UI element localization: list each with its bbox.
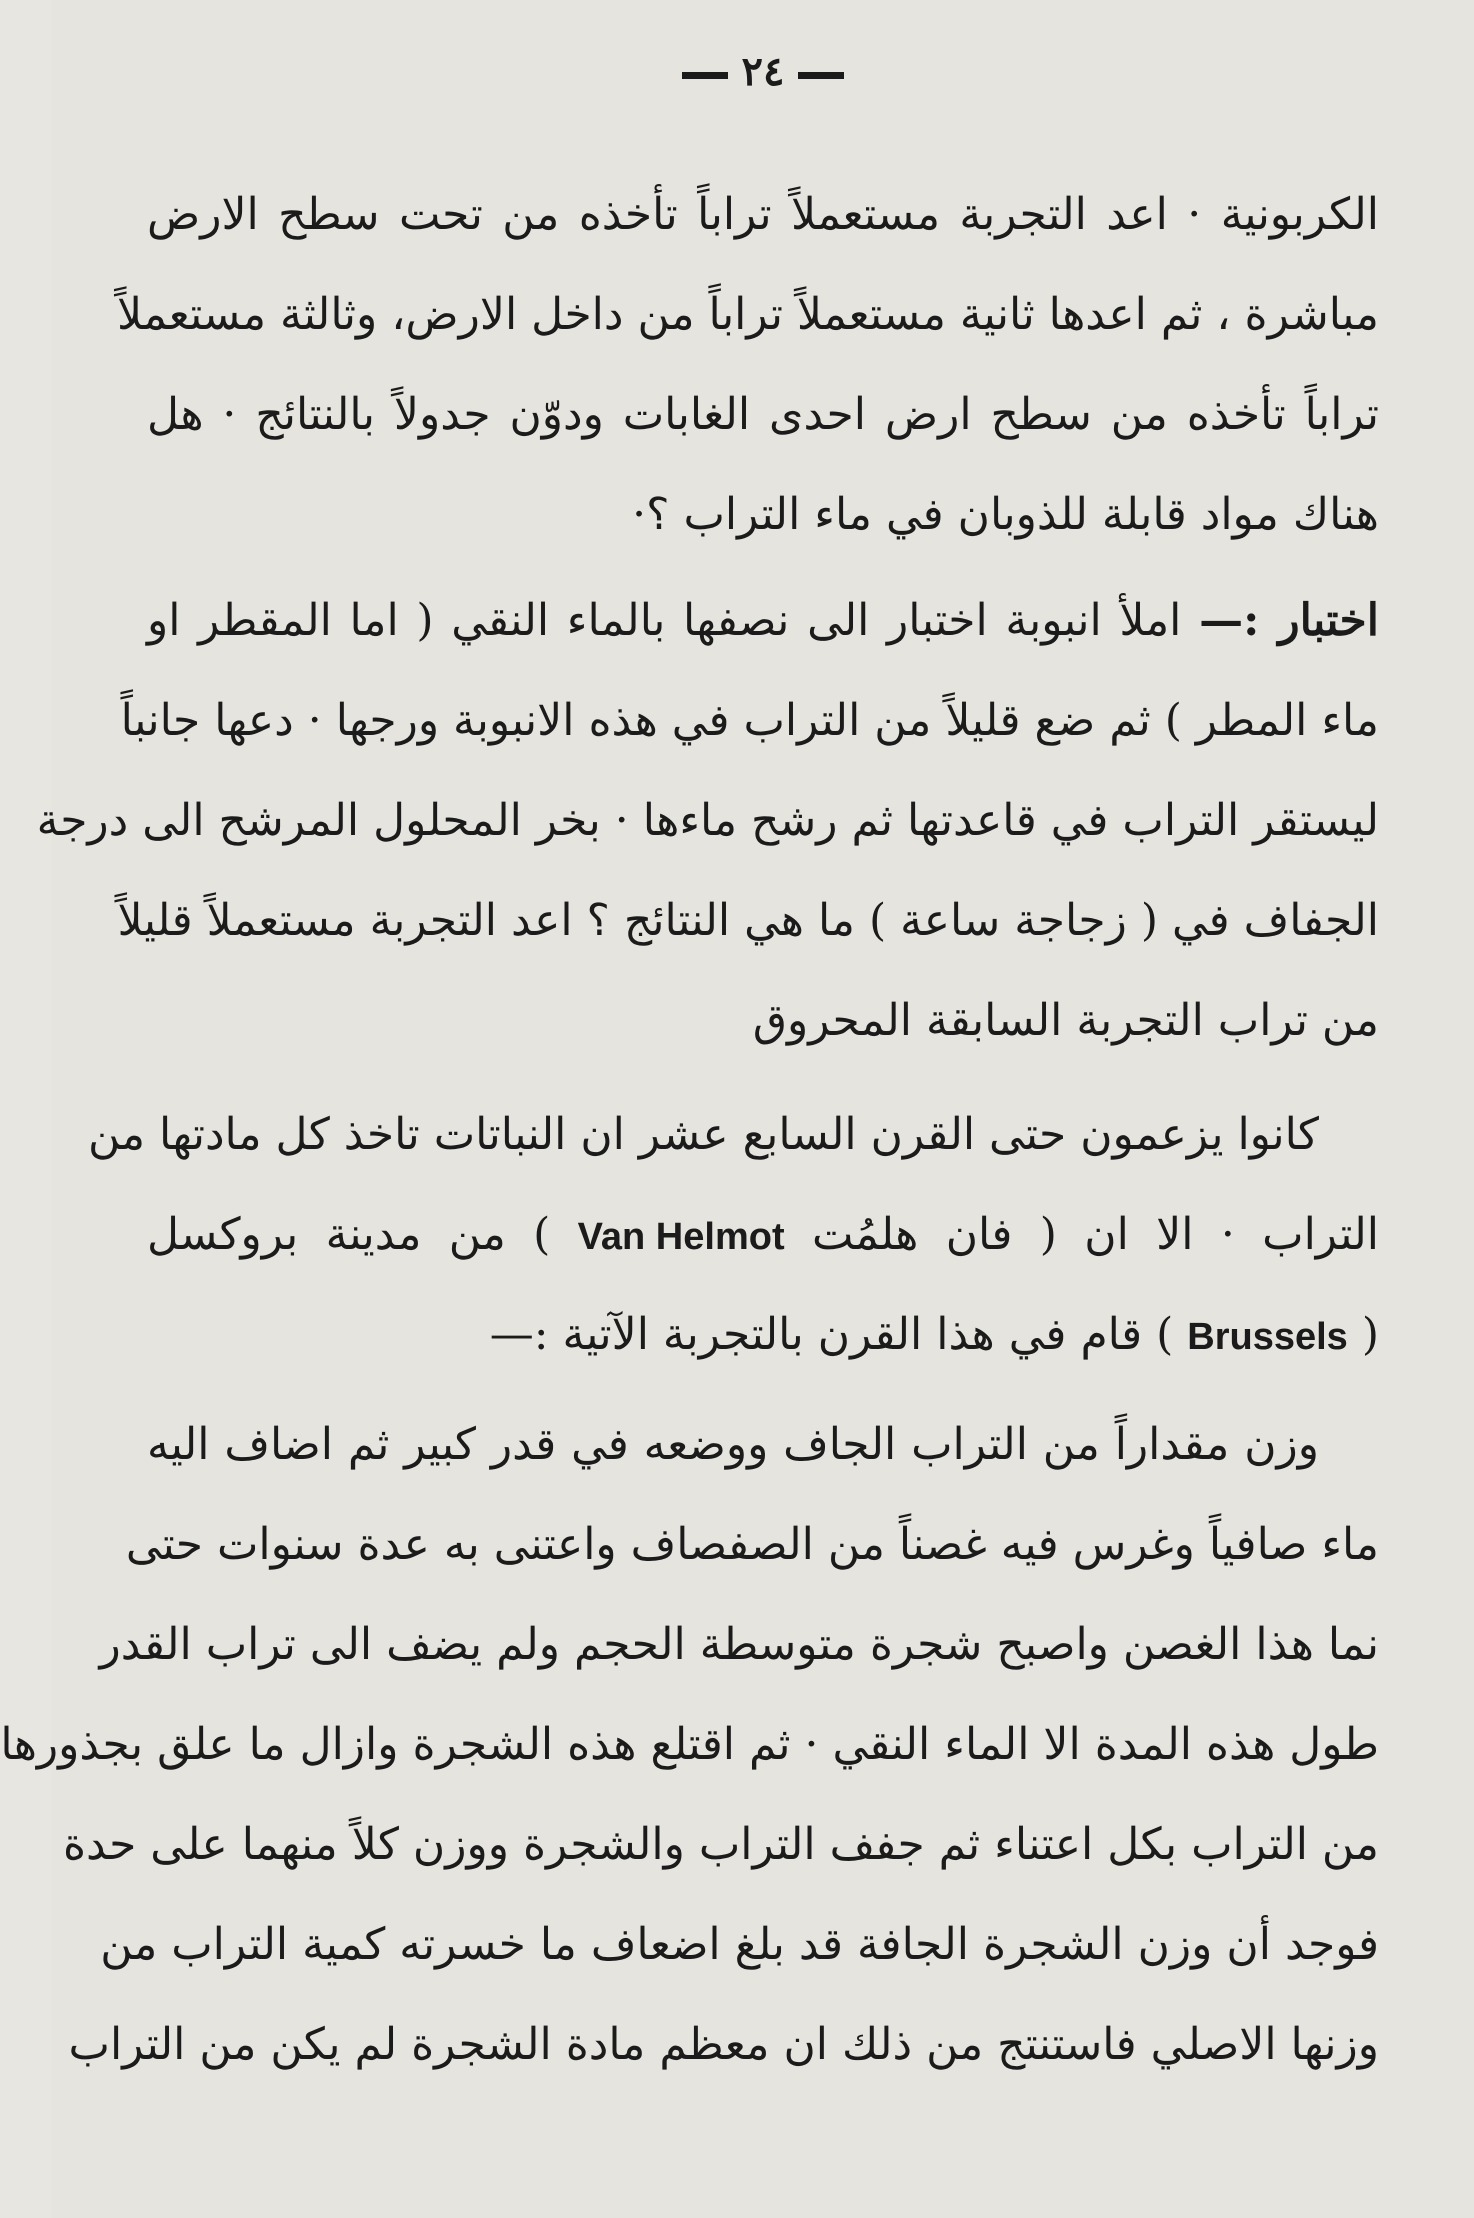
page-header xyxy=(52,48,1474,95)
text-line: هناك مواد قابلة للذوبان في ماء التراب ؟· xyxy=(632,489,1379,540)
left-dash xyxy=(682,72,728,79)
text-line: فوجد أن وزن الشجرة الجافة قد بلغ اضعاف ما خسرته كمية التراب من xyxy=(100,1919,1379,1970)
text-line: ماء صافياً وغرس فيه غصناً من الصفصاف واعتنى به عدة سنوات حتى xyxy=(125,1519,1379,1570)
text-segment: ( xyxy=(1361,1309,1379,1360)
text-line: من تراب التجربة السابقة المحروق xyxy=(752,995,1379,1046)
text-line: نما هذا الغصن واصبح شجرة متوسطة الحجم ولم يضف الى تراب القدر xyxy=(99,1619,1379,1670)
text-segment: ) من مدينة بروكسل xyxy=(147,1209,551,1260)
text-line: ماء المطر ) ثم ضع قليلاً من التراب في هذه الانبوبة ورجها · دعها جانباً xyxy=(120,695,1379,746)
text-line: من التراب بكل اعتناء ثم جفف التراب والشجرة ووزن كلاً منهما على حدة xyxy=(62,1819,1379,1870)
text-line xyxy=(147,571,1379,671)
text-line: مباشرة ، ثم اعدها ثانية مستعملاً تراباً من داخل الارض، وثالثة مستعملاً xyxy=(117,289,1379,340)
text-line: وزن مقداراً من التراب الجاف ووضعه في قدر كبير ثم اضاف اليه xyxy=(147,1419,1319,1470)
text-line: طول هذه المدة الا الماء النقي · ثم اقتلع هذه الشجرة وازال ما علق بجذورها xyxy=(0,1719,1379,1770)
text-segment: التراب · الا ان ( فان هلمُت xyxy=(811,1209,1379,1260)
latin-name: Van Helmot xyxy=(577,1216,785,1258)
paragraph-2 xyxy=(36,571,1379,1071)
paragraph-3 xyxy=(87,1085,1379,1385)
text-line: تراباً تأخذه من سطح ارض احدى الغابات ودوّن جدولاً بالنتائج · هل xyxy=(147,389,1379,440)
text-line: الجفاف في ( زجاجة ساعة ) ما هي النتائج ؟ اعد التجربة مستعملاً قليلاً xyxy=(117,895,1379,946)
text-line: وزنها الاصلي فاستنتج من ذلك ان معظم مادة الشجرة لم يكن من التراب xyxy=(68,2019,1379,2070)
experiment-label: اختبار :— xyxy=(1199,595,1379,646)
text-line xyxy=(147,1185,1379,1285)
paragraph-4 xyxy=(0,1395,1379,2095)
text-line xyxy=(147,1285,1379,1385)
text-line-content: املأ انبوبة اختبار الى نصفها بالماء النقي ( اما المقطر او xyxy=(147,595,1182,646)
paragraph-1 xyxy=(117,165,1379,565)
text-segment: ) قام في هذا القرن بالتجربة الآتية :— xyxy=(489,1309,1174,1360)
page-number: ٢٤ xyxy=(741,48,785,95)
text-line: ليستقر التراب في قاعدتها ثم رشح ماءها · بخر المحلول المرشح الى درجة xyxy=(36,795,1379,846)
latin-name: Brussels xyxy=(1187,1316,1348,1358)
page-body xyxy=(0,165,1379,2095)
text-line: كانوا يزعمون حتى القرن السابع عشر ان النباتات تاخذ كل مادتها من xyxy=(87,1109,1319,1160)
text-line: الكربونية · اعد التجربة مستعملاً تراباً تأخذه من تحت سطح الارض xyxy=(147,189,1379,240)
right-dash xyxy=(798,72,844,79)
